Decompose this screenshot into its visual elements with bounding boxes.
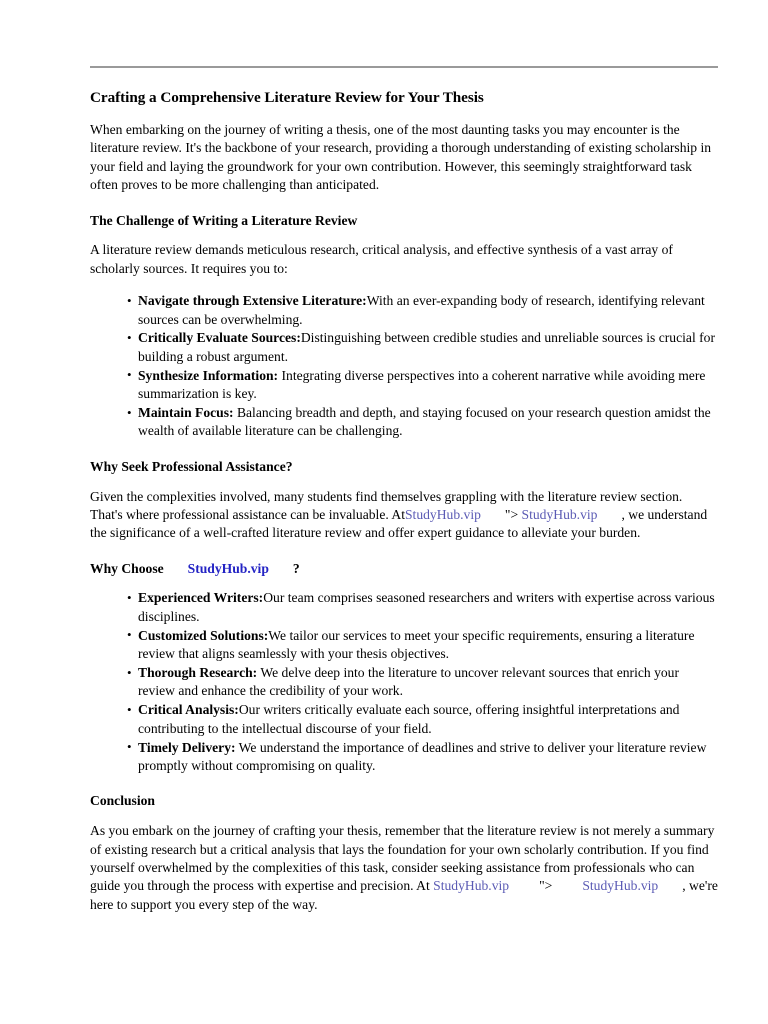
bullet-description: We delve deep into the literature to uncover relevant sources that enrich your review and enhance the credibility of your work. — [138, 665, 680, 699]
list-item — [128, 292, 718, 329]
bullet-term: Critical Analysis: — [138, 702, 239, 718]
list-item — [128, 367, 718, 404]
why-choose-bullet-list — [90, 589, 718, 775]
section-heading-conclusion: Conclusion — [90, 793, 155, 809]
studyhub-link[interactable]: StudyHub.vip — [433, 878, 510, 894]
why-choose-prefix: Why Choose — [90, 560, 164, 576]
conclusion-text-after-link: , we're here to support you every step of the way. — [90, 878, 718, 912]
list-item — [128, 627, 718, 664]
conclusion-text-before-link: As you embark on the journey of crafting your thesis, remember that the literature review is not merely a summary of existing research but a critical analysis that lays the foundation for your own scholarly contribution. If you find yourself overwhelmed by the complexities of this task, consider seeking assistance from professionals who can guide you through the process with expertise and precision. At — [90, 823, 715, 894]
bullet-description: With an ever-expanding body of research, identifying relevant sources can be overwhelming. — [138, 293, 705, 327]
list-item — [128, 739, 718, 776]
bullet-term: Critically Evaluate Sources: — [138, 330, 301, 346]
section-heading-assistance: Why Seek Professional Assistance? — [90, 458, 293, 474]
bullet-term: Maintain Focus: — [138, 405, 234, 421]
bullet-description: We understand the importance of deadlines and strive to deliver your literature review promptly without compromising on quality. — [138, 739, 707, 774]
list-item — [128, 404, 718, 441]
list-item — [128, 701, 718, 738]
bullet-term: Customized Solutions: — [138, 627, 269, 643]
bullet-description: Our team comprises seasoned researchers and writers with expertise across various disciplines. — [138, 590, 715, 624]
bullet-description: We tailor our services to meet your specific requirements, ensuring a literature review that aligns seamlessly with your thesis objectives. — [138, 627, 695, 662]
conclusion-paragraph — [90, 822, 718, 914]
bullet-term: Experienced Writers: — [138, 590, 264, 606]
bullet-term: Timely Delivery: — [138, 739, 236, 755]
studyhub-link[interactable]: StudyHub.vip — [582, 878, 659, 894]
broken-tag-artifact: "> — [504, 506, 519, 522]
assistance-paragraph — [90, 488, 718, 543]
page-title: Crafting a Comprehensive Literature Review for Your Thesis — [90, 89, 484, 106]
why-choose-suffix: ? — [292, 560, 300, 576]
section-heading-challenge: The Challenge of Writing a Literature Review — [90, 212, 358, 228]
bullet-term: Thorough Research: — [138, 665, 258, 681]
bullet-description: Balancing breadth and depth, and staying focused on your research question amidst the wealth of available literature can be challenging. — [138, 405, 711, 439]
section-heading-why-choose — [90, 560, 718, 578]
broken-tag-artifact: "> — [539, 878, 553, 894]
bullet-description: Distinguishing between credible studies and unreliable sources is crucial for building a robust argument. — [138, 330, 715, 364]
list-item — [128, 329, 718, 366]
studyhub-link[interactable]: StudyHub.vip — [521, 506, 598, 522]
bullet-term: Synthesize Information: — [138, 367, 279, 383]
list-item — [128, 664, 718, 701]
bullet-term: Navigate through Extensive Literature: — [138, 293, 367, 309]
assistance-text-before-link: Given the complexities involved, many students find themselves grappling with the literature review section. That's where professional assistance can be invaluable. At — [90, 488, 683, 522]
list-item — [128, 589, 718, 626]
header-divider — [90, 66, 718, 68]
studyhub-link[interactable]: StudyHub.vip — [405, 506, 481, 522]
bullet-description: Integrating diverse perspectives into a coherent narrative while avoiding mere summarization is key. — [138, 367, 706, 402]
studyhub-link-heading[interactable]: StudyHub.vip — [187, 560, 269, 576]
challenge-intro-paragraph: A literature review demands meticulous research, critical analysis, and effective synthesis of a vast array of scholarly sources. It requires you to: — [90, 242, 673, 276]
assistance-text-after-link: , we understand the significance of a well-crafted literature review and offer expert guidance to alleviate your burden. — [90, 506, 708, 541]
intro-paragraph: When embarking on the journey of writing a thesis, one of the most daunting tasks you may encounter is the literature review. It's the backbone of your research, providing a thorough understanding of existing scholarship in your field and laying the groundwork for your own contribution. However, this seemingly straightforward task often proves to be more challenging than anticipated. — [90, 122, 712, 193]
document-content — [90, 66, 718, 928]
challenge-bullet-list — [90, 292, 718, 441]
bullet-description: Our writers critically evaluate each source, offering insightful interpretations and contributing to the intellectual discourse of your field. — [138, 702, 680, 736]
